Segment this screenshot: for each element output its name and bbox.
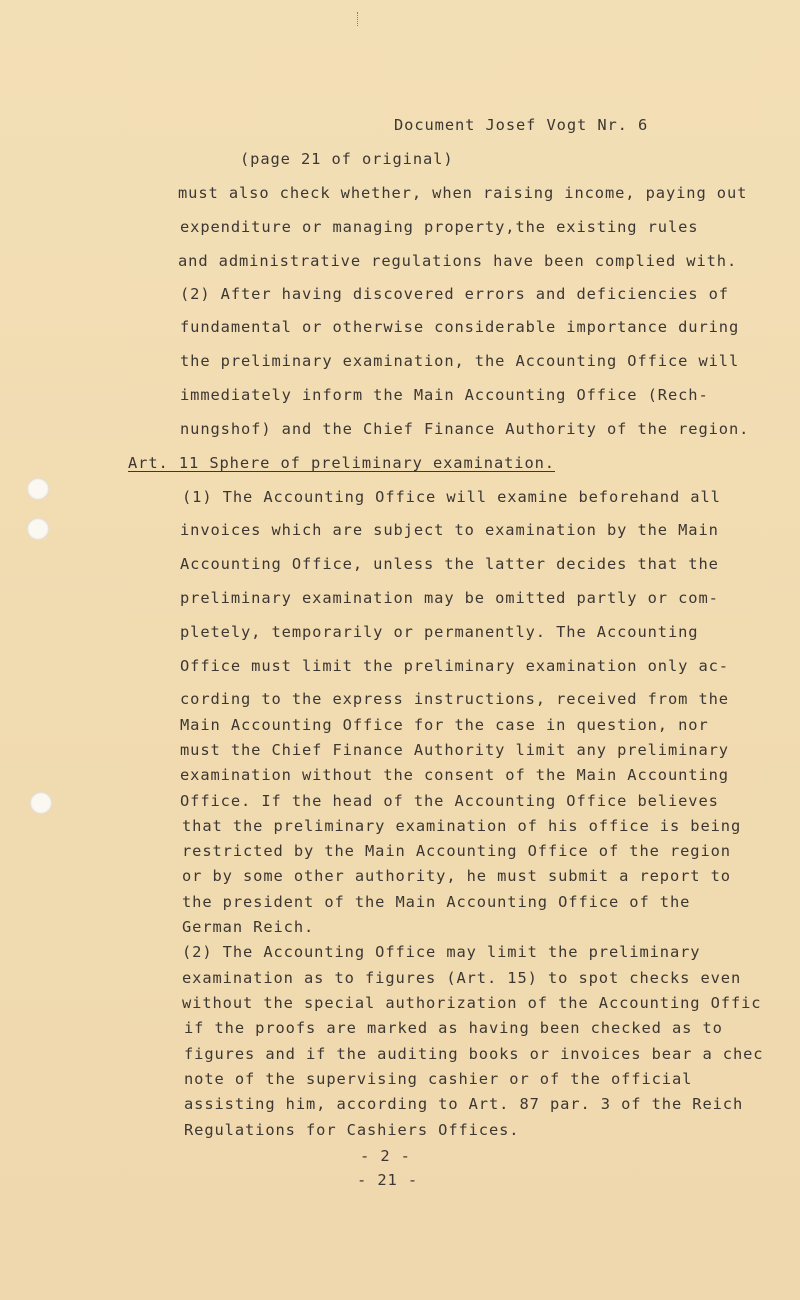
text-line: examination without the consent of the Main Accounting	[180, 766, 729, 784]
text-line: note of the supervising cashier or of the official	[184, 1070, 693, 1088]
text-line: must the Chief Finance Authority limit any preliminary	[180, 741, 729, 759]
text-line: the preliminary examination, the Accounting Office will	[180, 352, 740, 370]
text-line: or by some other authority, he must submit a report to	[182, 867, 731, 885]
punch-hole	[27, 518, 49, 540]
text-line: (1) The Accounting Office will examine beforehand all	[182, 488, 721, 506]
document-reference: Document Josef Vogt Nr. 6	[394, 116, 649, 134]
punch-hole	[30, 792, 52, 814]
text-line: the president of the Main Accounting Office of the	[182, 893, 691, 911]
text-line: restricted by the Main Accounting Office of the region	[182, 842, 731, 860]
typewriter-mark	[357, 12, 360, 26]
text-line: examination as to figures (Art. 15) to spot checks even	[182, 969, 742, 987]
text-line: cording to the express instructions, received from the	[180, 690, 729, 708]
text-line: figures and if the auditing books or invoices bear a chec	[184, 1045, 764, 1063]
punch-hole	[27, 478, 49, 500]
text-line: (2) After having discovered errors and deficiencies of	[180, 285, 729, 303]
text-line: Main Accounting Office for the case in question, nor	[180, 716, 709, 734]
text-line: Regulations for Cashiers Offices.	[184, 1121, 520, 1139]
text-line: Office must limit the preliminary examination only ac-	[180, 657, 729, 675]
page-reference: (page 21 of original)	[240, 150, 454, 168]
original-page-number: - 21 -	[357, 1171, 418, 1189]
text-line: without the special authorization of the Accounting Offic	[182, 994, 762, 1012]
text-line: (2) The Accounting Office may limit the preliminary	[182, 943, 701, 961]
text-line: immediately inform the Main Accounting Office (Rech-	[180, 386, 709, 404]
article-heading: Art. 11 Sphere of preliminary examination.	[128, 454, 555, 472]
text-line: Accounting Office, unless the latter decides that the	[180, 555, 719, 573]
text-line: German Reich.	[182, 918, 315, 936]
text-line: preliminary examination may be omitted partly or com-	[180, 589, 719, 607]
text-line: assisting him, according to Art. 87 par. 3 of the Reich	[184, 1095, 744, 1113]
text-line: that the preliminary examination of his office is being	[182, 817, 742, 835]
text-line: nungshof) and the Chief Finance Authority of the region.	[180, 420, 750, 438]
text-line: fundamental or otherwise considerable importance during	[180, 318, 740, 336]
page-number: - 2 -	[360, 1147, 411, 1165]
text-line: if the proofs are marked as having been checked as to	[184, 1019, 723, 1037]
text-line: pletely, temporarily or permanently. The Accounting	[180, 623, 699, 641]
text-line: expenditure or managing property,the existing rules	[180, 218, 699, 236]
text-line: invoices which are subject to examination by the Main	[180, 521, 719, 539]
text-line: Office. If the head of the Accounting Office believes	[180, 792, 719, 810]
text-line: must also check whether, when raising income, paying out	[178, 184, 748, 202]
text-line: and administrative regulations have been complied with.	[178, 252, 738, 270]
